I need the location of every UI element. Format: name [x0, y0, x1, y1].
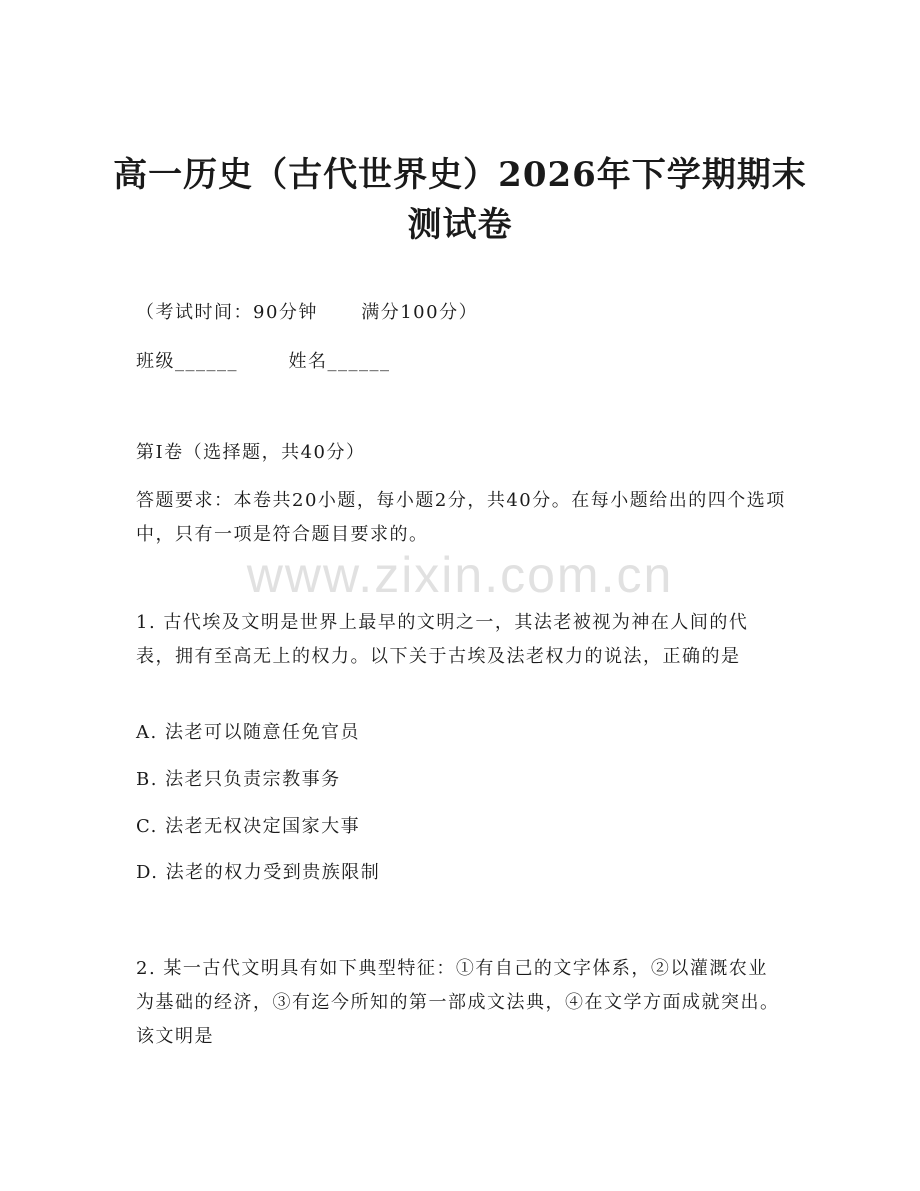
watermark: www.zixin.com.cn	[246, 547, 674, 603]
question-1-option-d: D. 法老的权力受到贵族限制	[136, 862, 381, 883]
section-heading: 第Ⅰ卷（选择题，共40分）	[136, 442, 366, 463]
class-name-line: 班级______ 姓名______	[136, 351, 391, 372]
exam-info: （考试时间：90分钟 满分100分）	[136, 302, 479, 323]
title-line-2: 测试卷	[407, 205, 513, 245]
page-title	[100, 150, 820, 250]
question-1-option-b: B. 法老只负责宗教事务	[136, 769, 341, 790]
question-1-stem: 1. 古代埃及文明是世界上最早的文明之一，其法老被视为神在人间的代表，拥有至高无上的权力。以下关于古埃及法老权力的说法，正确的是	[136, 612, 749, 667]
question-1-option-c: C. 法老无权决定国家大事	[136, 816, 361, 837]
question-2-stem: 2. 某一古代文明具有如下典型特征：①有自己的文字体系，②以灌溉农业为基础的经济，③有迄今所知的第一部成文法典，④在文学方面成就突出。该文明是	[136, 958, 780, 1047]
title-line-1: 高一历史（古代世界史）2026年下学期期末	[113, 155, 807, 195]
question-1-option-a: A. 法老可以随意任免官员	[136, 722, 360, 743]
answer-instructions: 答题要求：本卷共20小题，每小题2分，共40分。在每小题给出的四个选项中，只有一项是符合题目要求的。	[136, 490, 786, 545]
